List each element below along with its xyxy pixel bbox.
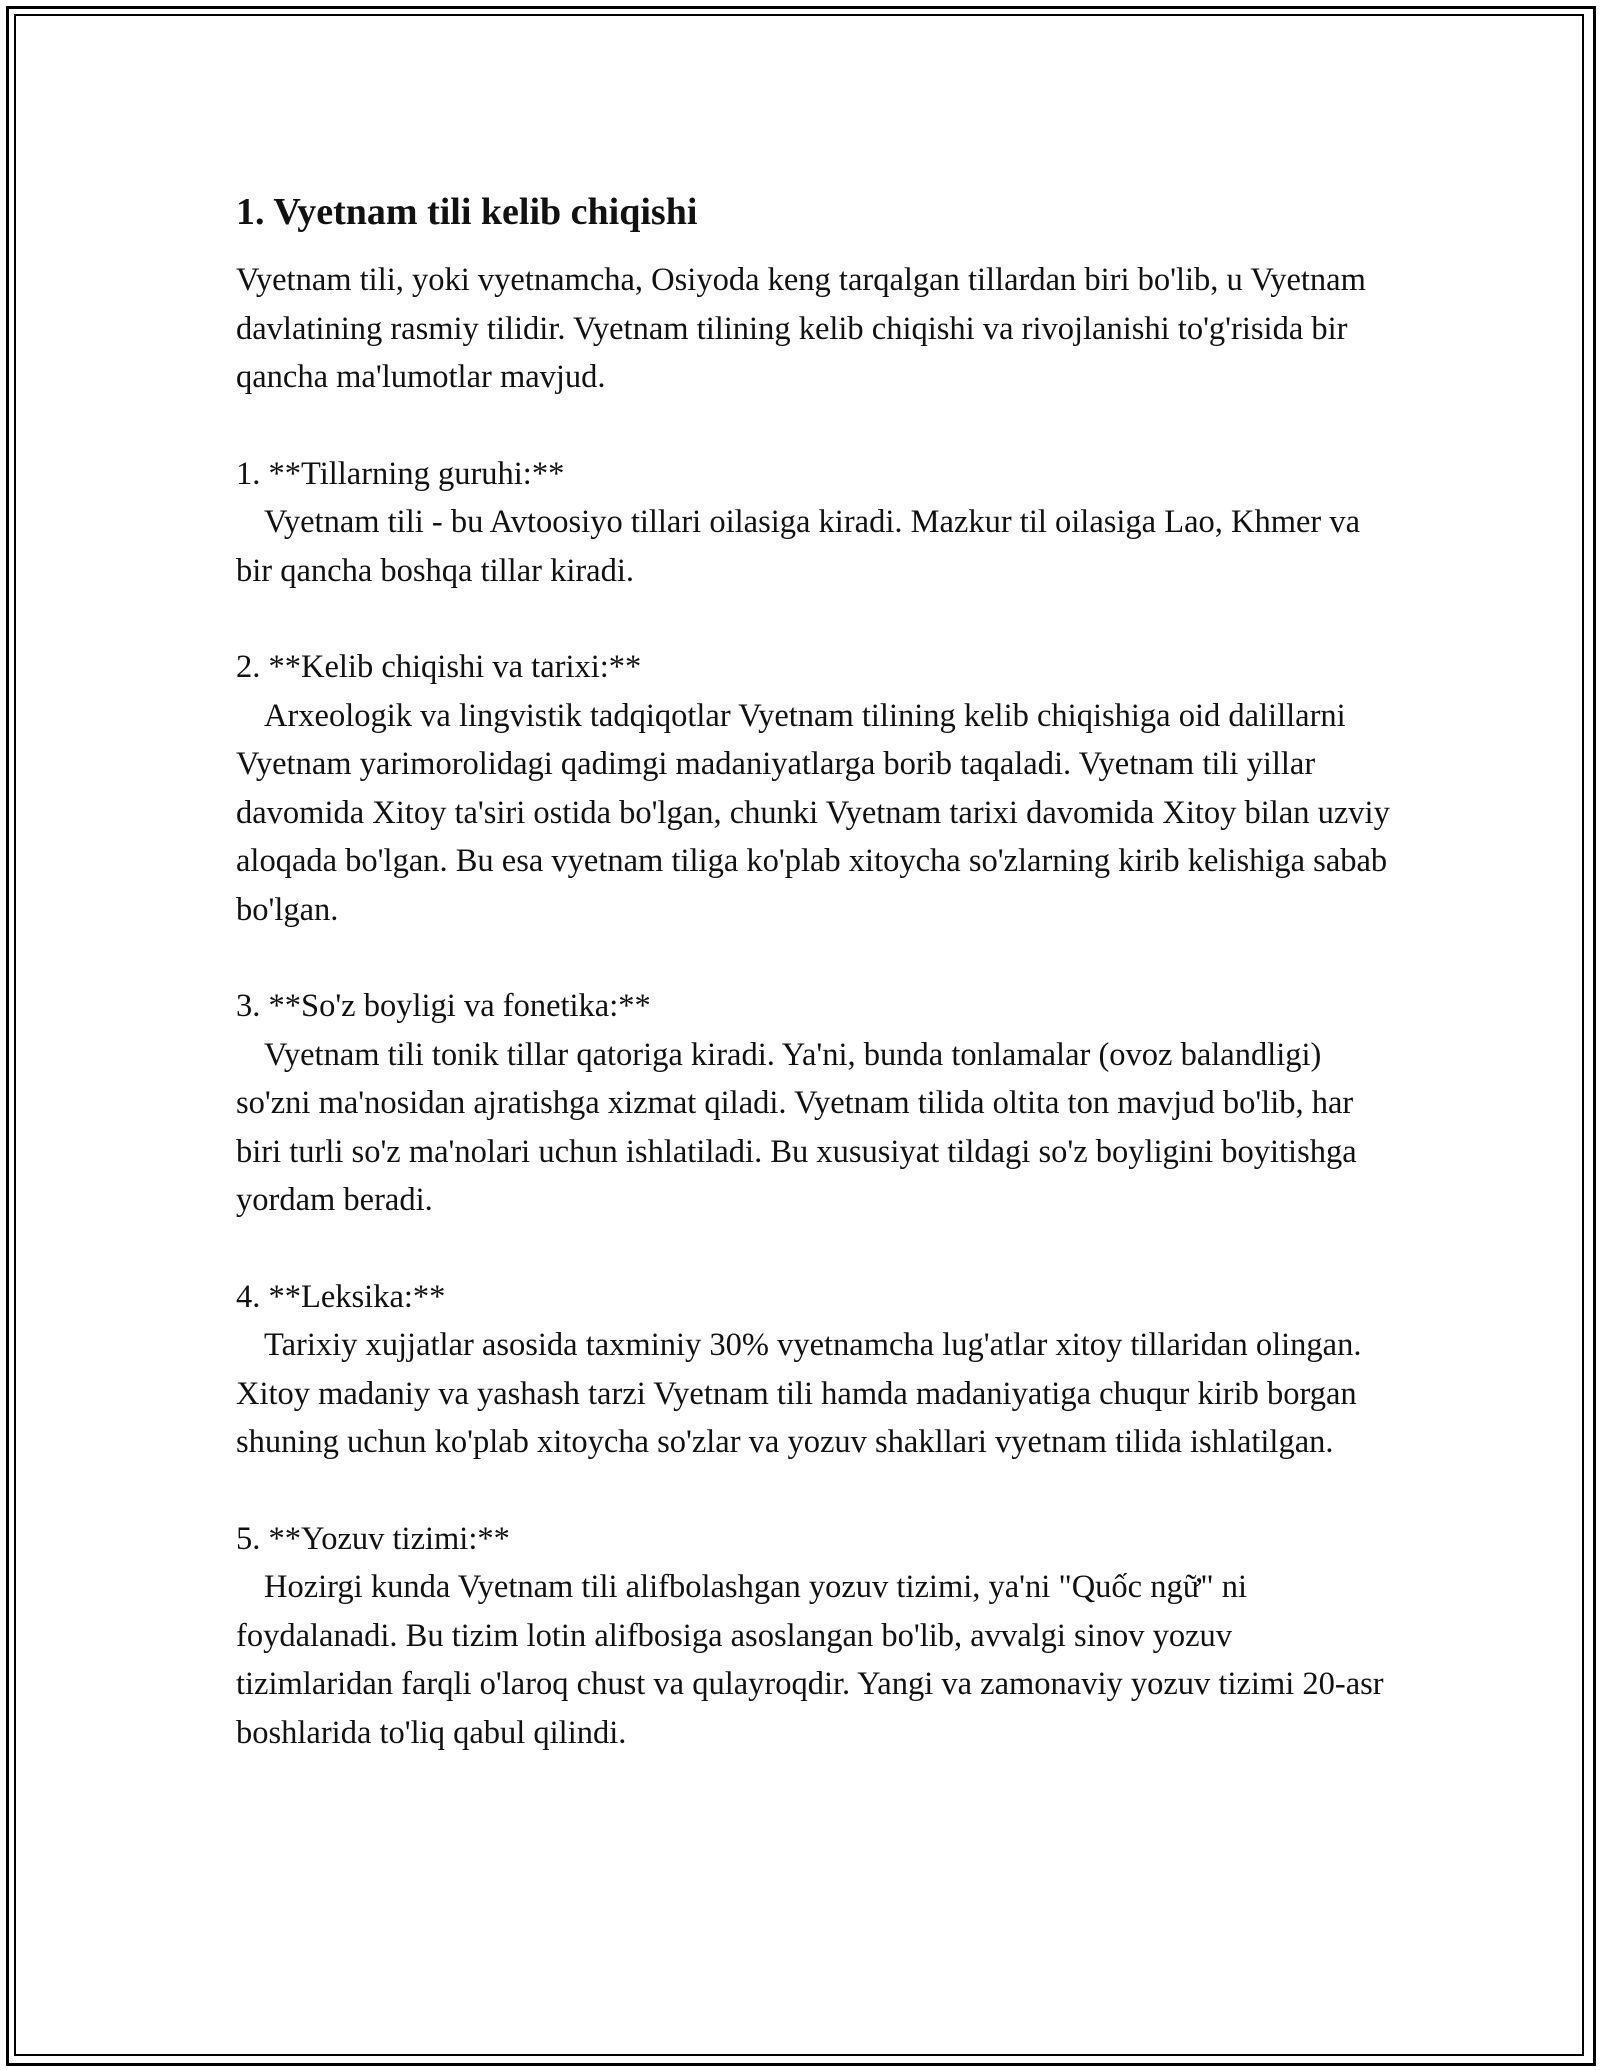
section-heading: 5. **Yozuv tizimi:** [236, 1520, 510, 1557]
section-body: Tarixiy xujjatlar asosida taxminiy 30% vyetnamcha lug'atlar xitoy tillaridan olingan. Xitoy madaniy va yashash tarzi Vyetnam tili hamda madaniyatiga chuqur kirib borgan shuning uchun ko'plab xitoycha so'zlar va yozuv shakllari vyetnam tilida ishlatilgan. [236, 1327, 1362, 1460]
section-heading: 1. **Tillarning guruhi:** [236, 455, 565, 492]
document-body [236, 186, 1396, 1757]
section-language-family [236, 450, 1396, 596]
section-body: Arxeologik va lingvistik tadqiqotlar Vyetnam tilining kelib chiqishiga oid dalillarni Vyetnam yarimorolidagi qadimgi madaniyatlarga borib taqaladi. Vyetnam tili yillar davomida Xitoy ta'siri ostida bo'lgan, chunki Vyetnam tarixi davomida Xitoy bilan uzviy aloqada bo'lgan. Bu esa vyetnam tiliga ko'plab xitoycha so'zlarning kirib kelishiga sabab bo'lgan. [236, 697, 1390, 928]
section-body: Vyetnam tili - bu Avtoosiyo tillari oilasiga kiradi. Mazkur til oilasiga Lao, Khmer va bir qancha boshqa tillar kiradi. [236, 504, 1361, 589]
section-body: Vyetnam tili tonik tillar qatoriga kiradi. Ya'ni, bunda tonlamalar (ovoz balandligi) so'zni ma'nosidan ajratishga xizmat qiladi. Vyetnam tilida oltita ton mavjud bo'lib, har biri turli so'z ma'nolari uchun ishlatiladi. Bu xususiyat tildagi so'z boyligini boyitishga yordam beradi. [236, 1036, 1357, 1218]
section-heading: 3. **So'z boyligi va fonetika:** [236, 988, 651, 1024]
section-heading: 4. **Leksika:** [236, 1278, 446, 1315]
section-body: Hozirgi kunda Vyetnam tili alifbolashgan yozuv tizimi, ya'ni "Quốc ngữ" ni foydalanadi. Bu tizim lotin alifbosiga asoslangan bo'lib, avvalgi sinov yozuv tizimlaridan farqli o'laroq chust va qulayroqdir. Yangi va zamonaviy yozuv tizimi 20-asr boshlarida to'liq qabul qilindi. [236, 1569, 1384, 1751]
section-vocabulary-phonetics [236, 982, 1396, 1225]
section-lexicon [236, 1273, 1396, 1467]
intro-paragraph: Vyetnam tili, yoki vyetnamcha, Osiyoda keng tarqalgan tillardan biri bo'lib, u Vyetnam davlatining rasmiy tilidir. Vyetnam tilining kelib chiqishi va rivojlanishi to'g'risida bir qancha ma'lumotlar mavjud. [236, 262, 1366, 395]
document-title: 1. Vyetnam tili kelib chiqishi [236, 191, 698, 233]
section-writing-system [236, 1515, 1396, 1758]
section-heading: 2. **Kelib chiqishi va tarixi:** [236, 649, 642, 685]
section-origin-history [236, 643, 1396, 934]
